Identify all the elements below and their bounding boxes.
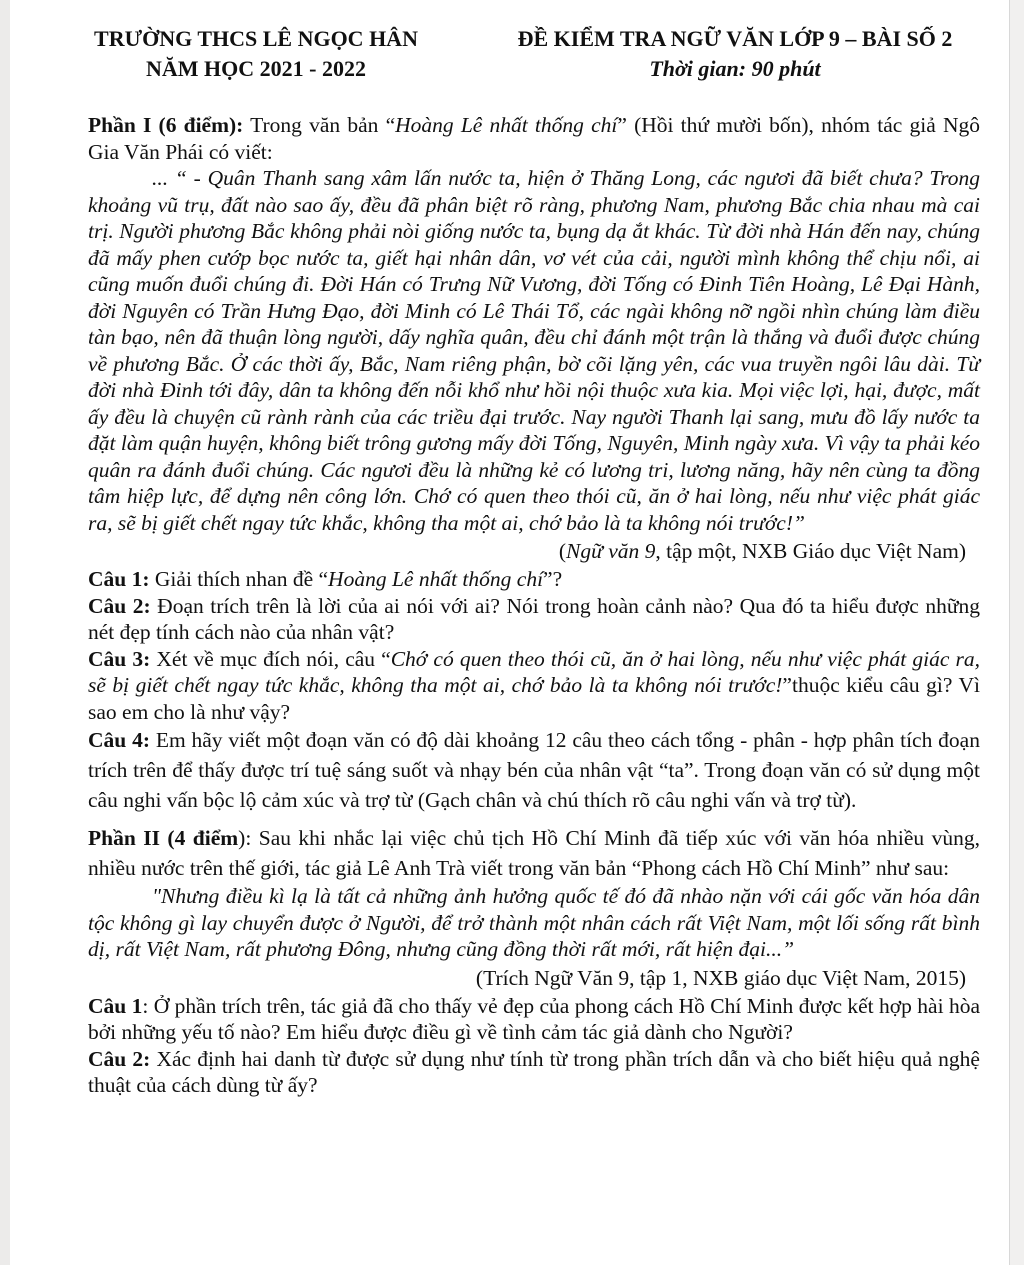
part2-intro [88, 823, 980, 883]
part1-question-4 [88, 725, 980, 815]
question-text: : Ở phần trích trên, tác giả đã cho thấy vẻ đẹp của phong cách Hồ Chí Minh được kết hợp hài hòa bởi những yếu tố nào? Em hiểu được điều gì về tình cảm tác giả dành cho Người? [88, 993, 980, 1044]
question-text: Em hãy viết một đoạn văn có độ dài khoảng 12 câu theo cách tổng - phân - hợp phân tích đoạn trích trên để thấy được trí tuệ sáng suốt và nhạy bén của nhân vật “ta”. Trong đoạn văn có sử dụng một câu nghi vấn bộc lộ cảm xúc và trợ từ (Gạch chân và chú thích rõ câu nghi vấn và trợ từ). [88, 728, 980, 812]
question-text-end: ”thuộc kiểu câu gì? Vì sao em cho là như vậy? [88, 673, 980, 724]
part1-question-2 [88, 593, 980, 646]
part1-source [88, 536, 980, 566]
exam-time: Thời gian: 90 phút [649, 56, 821, 81]
part2-heading: Phần II (4 điểm [88, 826, 239, 850]
part2-quote: "Nhưng điều kì lạ là tất cả những ảnh hưởng quốc tế đó đã nhào nặn với cái gốc văn hóa dân tộc không gì lay chuyển được ở Người, để trở thành một nhân cách rất Việt Nam, một lối sống rất bình dị, rất Việt Nam, rất phương Đông, nhưng cũng đồng thời rất mới, rất hiện đại...” [88, 884, 980, 961]
question-text: Giải thích nhan đề “ [149, 567, 329, 591]
scan-left-margin [0, 0, 10, 1277]
question-label: Câu 3: [88, 646, 151, 671]
question-label: Câu 2: [88, 593, 151, 618]
part2-question-1 [88, 993, 980, 1046]
question-italic: Chớ có quen theo thói cũ, ăn ở hai lòng, nếu như việc phát giác ra, sẽ bị giết chết ngay tức khắc, không tha một ai, chớ bảo là ta không nói trước! [88, 646, 980, 697]
question-label: Câu 1: [88, 567, 150, 591]
scan-right-margin [1009, 0, 1024, 1277]
part1-question-1 [88, 566, 980, 593]
part1-question-3 [88, 646, 980, 726]
part1-quote: ... “ - Quân Thanh sang xâm lấn nước ta, hiện ở Thăng Long, các ngươi đã biết chưa? Trong khoảng vũ trụ, đất nào sao ấy, đều đã phân biệt rõ ràng, phương Nam, phương Bắc chia nhau mà cai trị. Người phương Bắc không phải nòi giống nước ta, bụng dạ ắt khác. Từ đời nhà Hán đến nay, chúng đã mấy phen cướp bọc nước ta, giết hại nhân dân, vơ vét của cải, người mình không thể chịu nổi, ai cũng muốn đuổi chúng đi. Đời Hán có Trưng Nữ Vương, đời Tống có Đinh Tiên Hoàng, Lê Đại Hành, đời Nguyên có Trần Hưng Đạo, đời Minh có Lê Thái Tổ, các ngài không nỡ ngồi nhìn chúng làm điều tàn bạo, nên đã thuận lòng người, dấy nghĩa quân, đều chỉ đánh một trận là thắng và đuổi được chúng về phương Bắc. Ở các thời ấy, Bắc, Nam riêng phận, bờ cõi lặng yên, các vua truyền ngôi lâu dài. Từ đời nhà Đinh tới đây, dân ta không đến nỗi khổ như hồi nội thuộc xưa kia. Mọi việc lợi, hại, được, mất ấy đều là chuyện cũ rành rành của các triều đại trước. Nay người Thanh lại sang, mưu đồ lấy nước ta đặt làm quận huyện, không biết trông gương mấy đời Tống, Nguyên, Minh ngày xưa. Vì vậy ta phải kéo quân ra đánh đuổi chúng. Các ngươi đều là những kẻ có lương tri, lương năng, hãy nên cùng ta đồng tâm hiệp lực, để dựng nên công lớn. Chớ có quen theo thói cũ, ăn ở hai lòng, nếu như việc phát giác ra, sẽ bị giết chết ngay tức khắc, không tha một ai, chớ bảo là ta không nói trước!” [88, 166, 980, 535]
question-label: Câu 1 [88, 993, 143, 1018]
part1-intro-work: Hoàng Lê nhất thống chí [395, 113, 618, 137]
exam-title-block [490, 24, 980, 84]
exam-header [70, 24, 984, 88]
part1-source-open: ( [558, 539, 567, 563]
school-name: TRƯỜNG THCS LÊ NGỌC HÂN [94, 26, 418, 51]
part1-intro [88, 112, 980, 165]
question-text: Đoạn trích trên là lời của ai nói với ai? Nói trong hoàn cảnh nào? Qua đó ta hiểu được những nét đẹp tính cách nào của nhân vật? [88, 593, 980, 644]
question-italic: Hoàng Lê nhất thống chí [328, 567, 544, 591]
question-label: Câu 4: [88, 728, 150, 752]
school-year: NĂM HỌC 2021 - 2022 [146, 56, 366, 81]
part1-intro-text-end: ” (Hồi thứ mười bốn), nhóm tác giả Ngô Gia Văn Phái có viết: [88, 113, 980, 164]
question-text: Xét về mục đích nói, câu “ [150, 646, 391, 671]
part1-source-work: Ngữ văn 9 [566, 539, 656, 563]
part2-question-2 [88, 1046, 980, 1099]
part1-heading: Phần I (6 điểm): [88, 113, 244, 137]
part1-intro-text: Trong văn bản “ [243, 113, 396, 137]
part2-intro-text: ): Sau khi nhắc lại việc chủ tịch Hồ Chí Minh đã tiếp xúc với văn hóa nhiều vùng, nhiều nước trên thế giới, tác giả Lê Anh Trà viết trong văn bản “Phong cách Hồ Chí Minh” như sau: [88, 826, 980, 880]
question-text-end: ”? [543, 567, 563, 591]
school-block [70, 24, 442, 84]
question-text: Xác định hai danh từ được sử dụng như tính từ trong phần trích dẫn và cho biết hiệu quả nghệ thuật của cách dùng từ ấy? [88, 1046, 980, 1097]
page-cutoff [0, 1265, 1024, 1277]
part2-source: (Trích Ngữ Văn 9, tập 1, NXB giáo dục Việt Nam, 2015) [475, 965, 966, 990]
exam-title: ĐỀ KIỂM TRA NGỮ VĂN LỚP 9 – BÀI SỐ 2 [517, 26, 953, 51]
question-label: Câu 2: [88, 1046, 151, 1071]
exam-body [88, 112, 980, 1099]
part1-source-rest: , tập một, NXB Giáo dục Việt Nam) [655, 539, 966, 563]
